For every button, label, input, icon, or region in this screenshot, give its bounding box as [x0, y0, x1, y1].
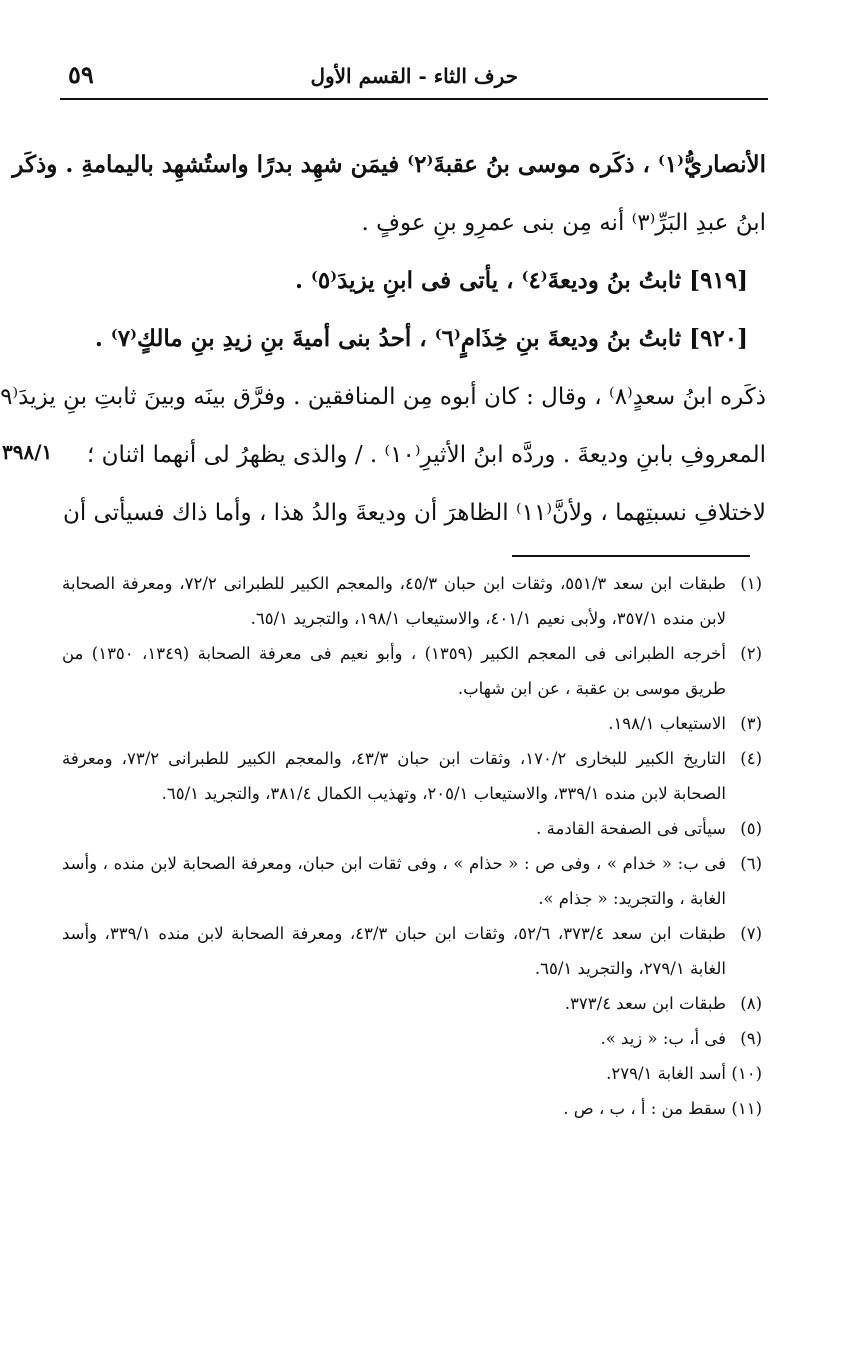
footnote-number: (١٠) [731, 1064, 762, 1083]
footnote [62, 566, 762, 636]
page-number: ٥٩ [68, 60, 94, 89]
footnote [62, 706, 762, 741]
footnote [62, 916, 762, 986]
footnote-number: (٧) [740, 924, 762, 943]
footnote [62, 1091, 762, 1126]
footnote [62, 1021, 762, 1056]
footnote-text: التاريخ الكبير للبخارى ١٧٠/٢، وثقات ابن حبان ٤٣/٣، والمعجم الكبير للطبرانى ٧٣/٢، ومعرفة الصحابة لابن منده ٣٣٩/١، والاستيعاب ٢٠٥/١، وتهذيب الكمال ٣٨١/٤، والتجريد ٦٥/١. [62, 749, 726, 803]
footnote-text: فى أ، ب: « زيد ». [600, 1029, 726, 1048]
footnote [62, 636, 762, 706]
text-line: لاختلافِ نسبتِهما ، ولأنَّ⁽١١⁾ الظاهرَ أن وديعةَ والدُ هذا ، وأما ذاك فسيأتى أن [62, 500, 766, 526]
footnote [62, 811, 762, 846]
text-line: ابنُ عبدِ البَرِّ⁽٣⁾ أنه مِن بنى عمرِو بنِ عوفٍ . [361, 210, 766, 236]
text-line: ذكَره ابنُ سعدٍ⁽٨⁾ ، وقال : كان أبوه مِن المنافقين . وفرَّق بينَه وبينَ ثابتِ بنِ يزيدَ⁽٩ [0, 384, 766, 410]
footnote-number: (٥) [740, 819, 762, 838]
footnote-text: الاستيعاب ١٩٨/١. [608, 714, 726, 733]
entry-heading: [٩١٩] ثابتُ بنُ وديعةَ⁽٤⁾ ، يأتى فى ابنِ يزيدَ⁽٥⁾ . [295, 267, 748, 294]
footnote [62, 1056, 762, 1091]
footnote-divider [512, 555, 750, 557]
footnote-text: سيأتى فى الصفحة القادمة . [536, 819, 726, 838]
entry-heading: [٩٢٠] ثابتُ بنُ وديعةَ بنِ خِذَامٍ⁽٦⁾ ، أحدُ بنى أميةَ بنِ زيدِ بنِ مالكٍ⁽٧⁾ . [94, 325, 748, 352]
footnote-text: طبقات ابن سعد ٥٥١/٣، وثقات ابن حبان ٤٥/٣، والمعجم الكبير للطبرانى ٧٢/٢، ومعرفة الصحابة لابن منده ٣٥٧/١، ولأبى نعيم ٤٠١/١، والاستيعاب ١٩٨/١، والتجريد ٦٥/١. [62, 574, 726, 628]
footnotes [62, 566, 762, 1126]
footnote-number: (٦) [740, 854, 762, 873]
text-line: الأنصاريُّ⁽١⁾ ، ذكَره موسى بنُ عقبةَ⁽٢⁾ فيمَن شهِد بدرًا واستُشهِد باليمامةِ . وذكَر [12, 151, 766, 178]
footnote-text: سقط من : أ ، ب ، ص . [563, 1099, 726, 1118]
footnote-number: (٢) [740, 644, 762, 663]
footnote-number: (١١) [731, 1099, 762, 1118]
footnote [62, 846, 762, 916]
margin-reference: ٣٩٨/١ [2, 440, 53, 464]
footnote-number: (٤) [740, 749, 762, 768]
footnote-number: (٨) [740, 994, 762, 1013]
text-line: المعروفِ بابنِ وديعةَ . وردَّه ابنُ الأثيرِ⁽١٠⁾ . / والذى يظهرُ لى أنهما اثنان ؛ [87, 442, 766, 468]
footnote [62, 986, 762, 1021]
footnote-number: (٩) [740, 1029, 762, 1048]
page-header [60, 58, 768, 100]
footnote-text: فى ب: « خدام » ، وفى ص : « حذام » ، وفى ثقات ابن حبان، ومعرفة الصحابة لابن منده ، وأسد الغابة ، والتجريد: « جذام ». [62, 854, 726, 908]
footnote-text: أخرجه الطبرانى فى المعجم الكبير (١٣٥٩) ، وأبو نعيم فى معرفة الصحابة (١٣٤٩، ١٣٥٠) من طريق موسى بن عقبة ، عن ابن شهاب. [62, 644, 726, 698]
footnote-number: (١) [740, 574, 762, 593]
footnote [62, 741, 762, 811]
running-title: حرف الثاء - القسم الأول [310, 64, 518, 88]
footnote-number: (٣) [740, 714, 762, 733]
footnote-text: أسد الغابة ٢٧٩/١. [606, 1064, 726, 1083]
footnote-text: طبقات ابن سعد ٣٧٣/٤. [564, 994, 726, 1013]
footnote-text: طبقات ابن سعد ٣٧٣/٤، ٥٢/٦، وثقات ابن حبان ٤٣/٣، ومعرفة الصحابة لابن منده ٣٣٩/١، وأسد الغابة ٢٧٩/١، والتجريد ٦٥/١. [62, 924, 726, 978]
